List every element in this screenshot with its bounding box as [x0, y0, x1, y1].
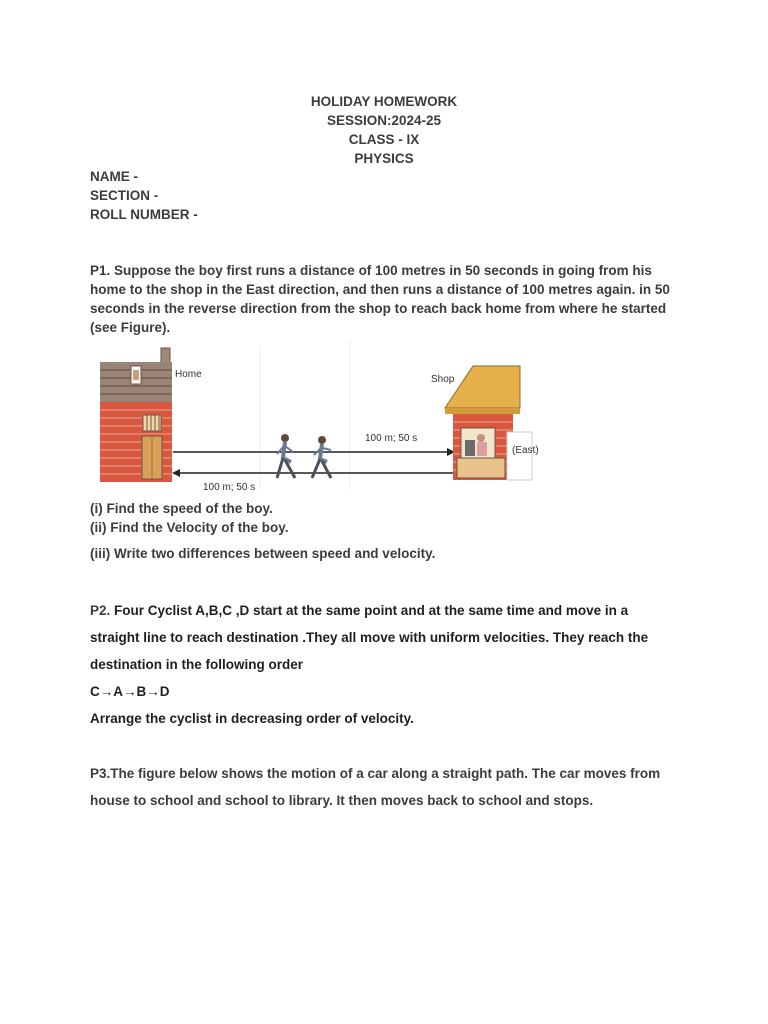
worksheet-header	[0, 92, 768, 168]
problem-2-line-1	[90, 597, 710, 624]
problem-1-questions	[90, 499, 435, 563]
boy-figure-2	[312, 436, 331, 478]
problem-2-line-2: straight line to reach destination .They all move with uniform velocities. They reach the	[90, 630, 649, 645]
problem-3-line-2: house to school and school to library. It then moves back to school and stops.	[90, 793, 594, 808]
header-subject: PHYSICS	[354, 151, 414, 166]
problem-3-line-1: P3.The figure below shows the motion of a car along a straight path. The car moves from	[90, 766, 661, 781]
east-label: (East)	[512, 445, 539, 456]
problem-2-line-3: destination in the following order	[90, 657, 303, 672]
problem-2-line-1-text: Four Cyclist A,B,C ,D start at the same point and at the same time and move in a	[110, 603, 629, 618]
problem-2-prefix: P2.	[90, 603, 111, 618]
problem-2	[90, 597, 710, 732]
question-ii: (ii) Find the Velocity of the boy.	[90, 520, 289, 535]
problem-1-text: P1. Suppose the boy first runs a distance of 100 metres in 50 seconds in going from his home to the shop in the East direction, and then runs a distance of 100 metres again. in 50 seconds in the reverse direction from the shop to reach back home from where he started (see Figure).	[90, 263, 670, 335]
name-field: NAME -	[90, 169, 138, 184]
student-details	[90, 167, 198, 224]
home-label: Home	[175, 369, 202, 380]
question-iii: (iii) Write two differences between speed and velocity.	[90, 546, 436, 561]
problem-3	[90, 760, 730, 814]
home-shop-figure	[95, 340, 545, 500]
header-session: SESSION:2024-25	[326, 113, 442, 128]
roll-number-field: ROLL NUMBER -	[90, 207, 198, 222]
shop-label: Shop	[431, 374, 455, 385]
header-class: CLASS - IX	[348, 132, 420, 147]
boy-figure-1	[277, 434, 295, 478]
section-field: SECTION -	[90, 188, 159, 203]
shop-building	[431, 366, 539, 480]
home-building	[100, 348, 202, 482]
header-title: HOLIDAY HOMEWORK	[310, 94, 458, 109]
forward-distance-label: 100 m; 50 s	[365, 433, 418, 444]
problem-2-instruction: Arrange the cyclist in decreasing order of velocity.	[90, 711, 414, 726]
return-distance-label: 100 m; 50 s	[203, 482, 256, 493]
question-i: (i) Find the speed of the boy.	[90, 501, 273, 516]
problem-2-order: C→A→B→D	[90, 684, 170, 699]
